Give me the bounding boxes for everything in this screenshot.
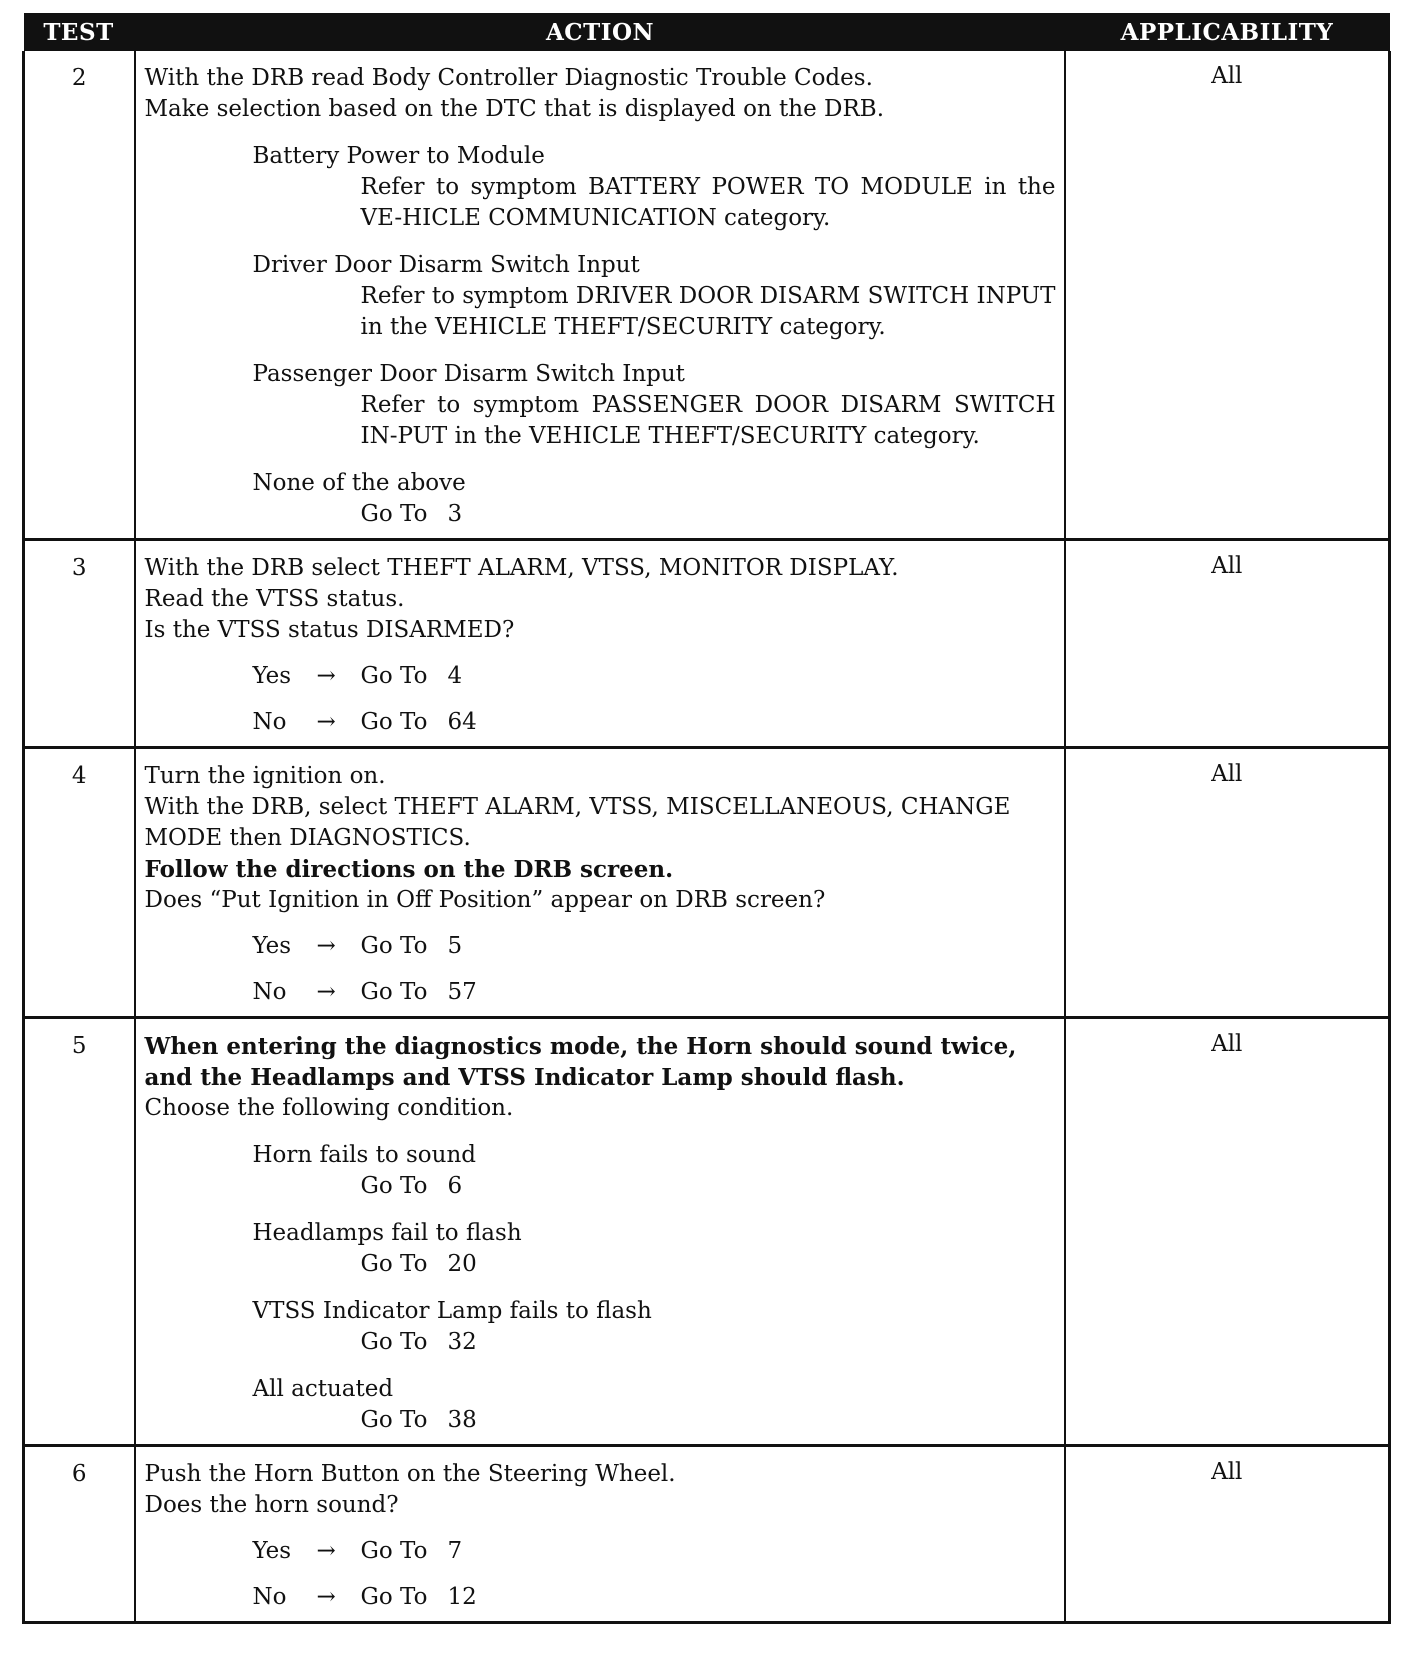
diagnostic-table <box>22 13 1391 1624</box>
test-number: 6 <box>24 1446 135 1623</box>
option-title: Driver Door Disarm Switch Input <box>252 252 640 278</box>
option-title: VTSS Indicator Lamp fails to flash <box>252 1298 652 1324</box>
test-number: 3 <box>24 540 135 748</box>
table-row <box>24 540 1390 748</box>
option <box>253 359 1056 452</box>
no-branch: No → Go To 57 <box>253 977 1056 1008</box>
test-number: 4 <box>24 748 135 1018</box>
table-row <box>24 1446 1390 1623</box>
action-line: Make selection based on the DTC that is displayed on the DRB. <box>144 96 885 122</box>
option-ref: Refer to symptom DRIVER DOOR DISARM SWITCH INPUT in the VEHICLE THEFT/SECURITY category. <box>360 283 1056 340</box>
option-ref: Refer to symptom BATTERY POWER TO MODULE in the VE-HICLE COMMUNICATION category. <box>360 174 1056 231</box>
arrow-icon: → <box>316 709 336 735</box>
yes-branch: Yes → Go To 5 <box>253 931 1056 962</box>
option-ref: Refer to symptom PASSENGER DOOR DISARM SWITCH IN-PUT in the VEHICLE THEFT/SECURITY category. <box>360 392 1056 449</box>
option <box>253 250 1056 343</box>
option <box>253 1218 1056 1280</box>
action-cell <box>135 540 1065 748</box>
option <box>253 141 1056 234</box>
option <box>253 1140 1056 1202</box>
action-line: Choose the following condition. <box>144 1095 514 1121</box>
action-line: Turn the ignition on. <box>144 763 386 789</box>
option-title: Horn fails to sound <box>252 1142 476 1168</box>
action-line: Is the VTSS status DISARMED? <box>144 617 515 643</box>
header-action: ACTION <box>135 13 1065 51</box>
table-header <box>24 13 1390 51</box>
applicability-value: All <box>1065 1018 1390 1446</box>
option-title: Headlamps fail to flash <box>252 1220 522 1246</box>
action-line: With the DRB, select THEFT ALARM, VTSS, MISCELLANEOUS, CHANGE MODE then DIAGNOSTICS. <box>144 794 1011 851</box>
action-cell <box>135 51 1065 540</box>
option <box>253 468 1056 530</box>
applicability-value: All <box>1065 748 1390 1018</box>
option-title: Battery Power to Module <box>252 143 545 169</box>
yes-branch: Yes → Go To 4 <box>253 661 1056 692</box>
table-row <box>24 748 1390 1018</box>
action-cell <box>135 1446 1065 1623</box>
arrow-icon: → <box>316 663 336 689</box>
test-number: 5 <box>24 1018 135 1446</box>
action-cell <box>135 1018 1065 1446</box>
applicability-value: All <box>1065 540 1390 748</box>
action-line: With the DRB read Body Controller Diagnostic Trouble Codes. <box>144 65 873 91</box>
option <box>253 1296 1056 1358</box>
action-line: Does the horn sound? <box>144 1492 399 1518</box>
applicability-value: All <box>1065 51 1390 540</box>
option-goto: Go To 3 <box>360 501 463 527</box>
option-goto: Go To 38 <box>360 1407 477 1433</box>
option-goto: Go To 6 <box>360 1173 463 1199</box>
option <box>253 1374 1056 1436</box>
option-goto: Go To 20 <box>360 1251 477 1277</box>
option-title: None of the above <box>252 470 466 496</box>
header-applicability: APPLICABILITY <box>1065 13 1390 51</box>
no-branch: No → Go To 12 <box>253 1582 1056 1613</box>
test-number: 2 <box>24 51 135 540</box>
arrow-icon: → <box>316 979 336 1005</box>
action-line: Read the VTSS status. <box>144 586 405 612</box>
bold-instruction: Follow the directions on the DRB screen. <box>144 856 674 883</box>
header-test: TEST <box>24 13 135 51</box>
no-branch: No → Go To 64 <box>253 707 1056 738</box>
option-title: All actuated <box>252 1376 394 1402</box>
action-line: With the DRB select THEFT ALARM, VTSS, MONITOR DISPLAY. <box>144 555 899 581</box>
bold-instruction: When entering the diagnostics mode, the Horn should sound twice, and the Headlamps and VTSS Indicator Lamp should flash. <box>144 1033 1017 1091</box>
arrow-icon: → <box>316 1584 336 1610</box>
applicability-value: All <box>1065 1446 1390 1623</box>
action-cell <box>135 748 1065 1018</box>
table-row <box>24 51 1390 540</box>
action-line: Push the Horn Button on the Steering Wheel. <box>144 1461 676 1487</box>
arrow-icon: → <box>316 1538 336 1564</box>
action-question: Does “Put Ignition in Off Position” appear on DRB screen? <box>144 887 826 913</box>
yes-branch: Yes → Go To 7 <box>253 1536 1056 1567</box>
arrow-icon: → <box>316 933 336 959</box>
option-title: Passenger Door Disarm Switch Input <box>252 361 685 387</box>
table-row <box>24 1018 1390 1446</box>
option-goto: Go To 32 <box>360 1329 477 1355</box>
